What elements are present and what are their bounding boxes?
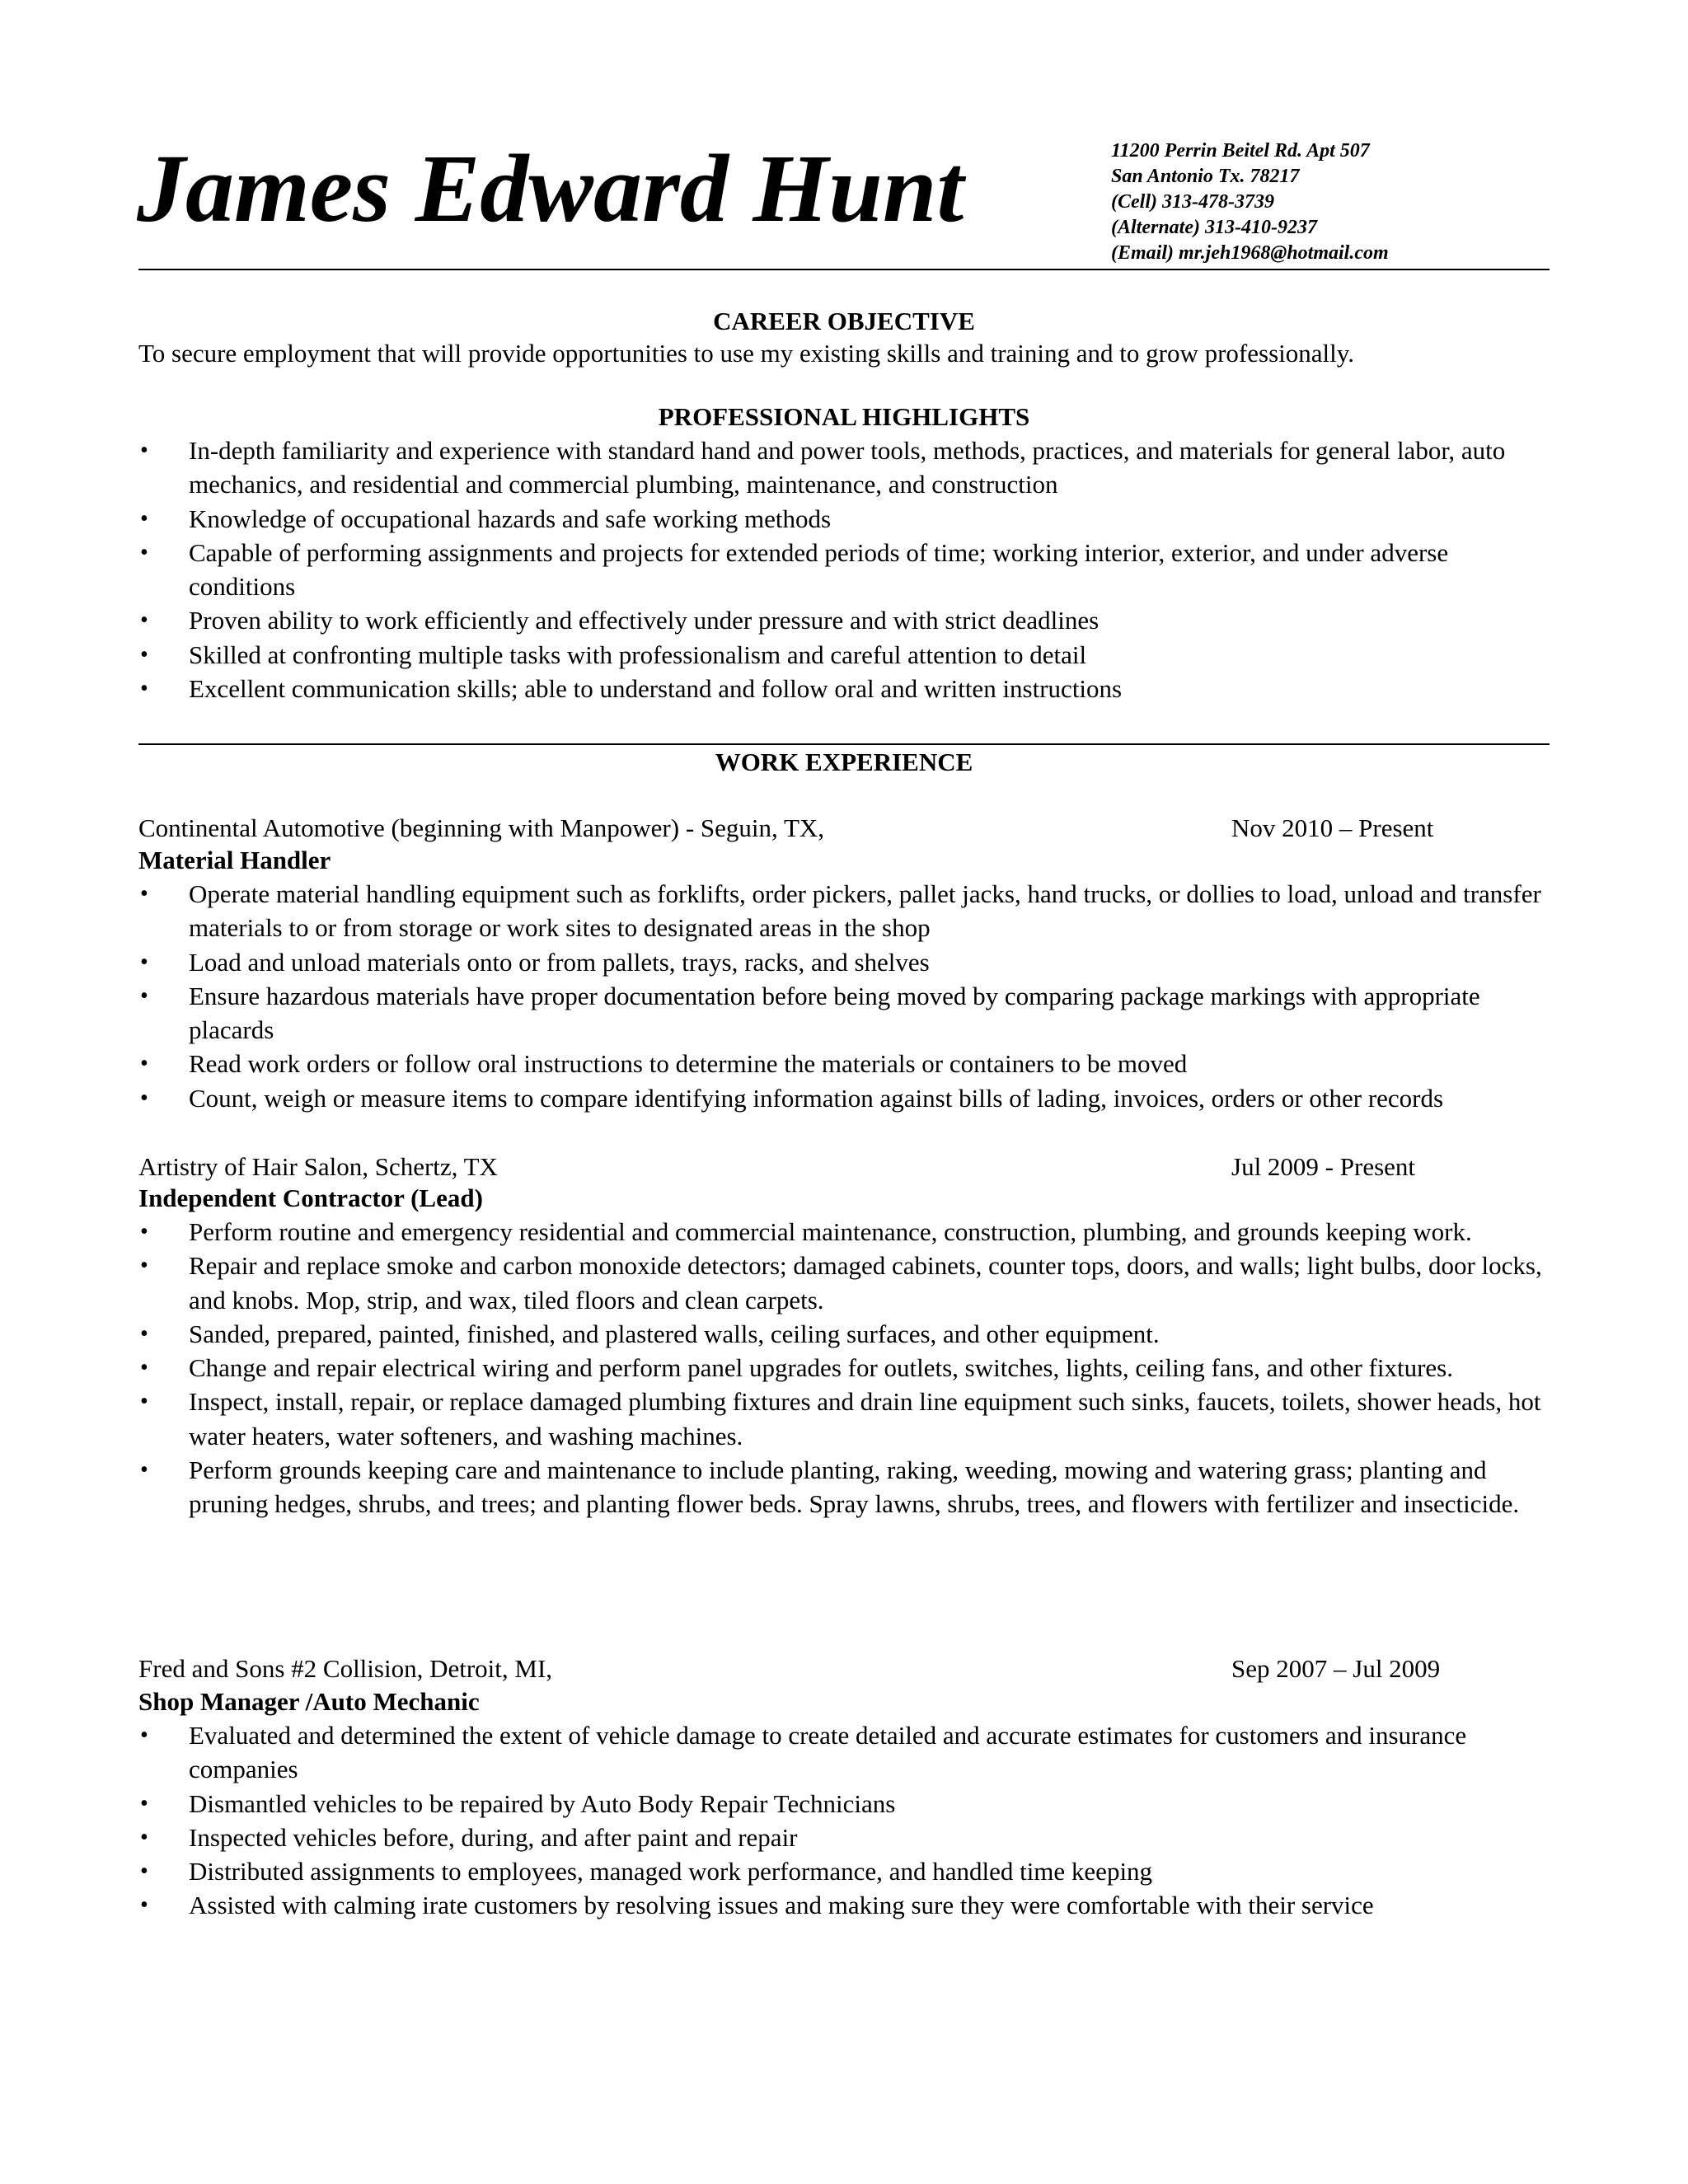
list-item: • Perform routine and emergency residential and commercial maintenance, construction, plumbing, and grounds keeping work. xyxy=(138,1215,1556,1249)
candidate-name: James Edward Hunt xyxy=(137,134,964,242)
bullet-icon: • xyxy=(140,1790,148,1816)
bullet-icon: • xyxy=(140,1253,148,1279)
bullet-icon: • xyxy=(140,949,148,975)
list-item: • Ensure hazardous materials have proper documentation before being moved by comparing package markings with appropriate placards xyxy=(138,979,1556,1047)
bullet-icon: • xyxy=(140,1892,148,1919)
job-header xyxy=(138,1151,1556,1183)
job-company: Artistry of Hair Salon, Schertz, TX xyxy=(138,1152,498,1181)
bullet-icon: • xyxy=(140,1858,148,1885)
list-item: • Distributed assignments to employees, managed work performance, and handled time keeping xyxy=(138,1854,1556,1888)
list-item: • Inspected vehicles before, during, and after paint and repair xyxy=(138,1821,1556,1854)
bullet-icon: • xyxy=(140,982,148,1009)
bullet-icon: • xyxy=(140,1085,148,1111)
bullet-icon: • xyxy=(140,1722,148,1748)
bullet-icon: • xyxy=(140,1389,148,1415)
contact-email: (Email) mr.jeh1968@hotmail.com xyxy=(1111,242,1389,264)
highlights-list xyxy=(138,434,1556,705)
list-item: • Operate material handling equipment such as forklifts, order pickers, pallet jacks, hand trucks, or dollies to load, unload and transfer materials to or from storage or work sites to designated areas in the shop xyxy=(138,877,1556,945)
work-experience-heading: WORK EXPERIENCE xyxy=(715,748,973,776)
bullet-icon: • xyxy=(140,1051,148,1077)
job-title: Material Handler xyxy=(138,846,331,874)
bullet-icon: • xyxy=(140,881,148,907)
job-header xyxy=(138,1652,1556,1685)
job-title: Shop Manager /Auto Mechanic xyxy=(138,1687,480,1716)
job-dates: Sep 2007 – Jul 2009 xyxy=(1231,1654,1441,1683)
bullet-icon: • xyxy=(140,539,148,565)
job-duties-list xyxy=(138,1718,1556,1923)
contact-cell-phone: (Cell) 313-478-3739 xyxy=(1111,191,1274,213)
list-item: • Change and repair electrical wiring and perform panel upgrades for outlets, switches, lights, ceiling fans, and other fixtures. xyxy=(138,1351,1556,1385)
list-item: • Excellent communication skills; able to understand and follow oral and written instructions xyxy=(138,672,1556,705)
list-item: • Sanded, prepared, painted, finished, and plastered walls, ceiling surfaces, and other equipment. xyxy=(138,1317,1556,1351)
job-dates: Nov 2010 – Present xyxy=(1231,813,1434,842)
contact-city-line: San Antonio Tx. 78217 xyxy=(1111,166,1300,187)
list-item: • Read work orders or follow oral instructions to determine the materials or containers to be moved xyxy=(138,1047,1556,1080)
bullet-icon: • xyxy=(140,1457,148,1483)
header-divider xyxy=(138,269,1550,270)
career-objective-text: To secure employment that will provide opportunities to use my existing skills and training and to grow professionally. xyxy=(138,339,1354,368)
list-item: • Assisted with calming irate customers by resolving issues and making sure they were comfortable with their service xyxy=(138,1888,1556,1922)
list-item: • Perform grounds keeping care and maintenance to include planting, raking, weeding, mowing and watering grass; planting and pruning hedges, shrubs, and trees; and planting flower beds. Spray lawns, shrubs, trees, and flowers with fertilizer and insecticide. xyxy=(138,1453,1556,1521)
list-item: • Load and unload materials onto or from pallets, trays, racks, and shelves xyxy=(138,945,1556,979)
job-dates: Jul 2009 - Present xyxy=(1231,1152,1416,1181)
bullet-icon: • xyxy=(140,1355,148,1381)
job-header xyxy=(138,812,1556,845)
job-title: Independent Contractor (Lead) xyxy=(138,1183,483,1212)
bullet-icon: • xyxy=(140,676,148,702)
job-duties-list xyxy=(138,877,1556,1115)
contact-alternate-phone: (Alternate) 313-410-9237 xyxy=(1111,217,1317,238)
experience-divider xyxy=(138,743,1550,745)
list-item: • Dismantled vehicles to be repaired by Auto Body Repair Technicians xyxy=(138,1787,1556,1821)
contact-address-line: 11200 Perrin Beitel Rd. Apt 507 xyxy=(1111,140,1370,162)
list-item: • Evaluated and determined the extent of vehicle damage to create detailed and accurate estimates for customers and insurance companies xyxy=(138,1718,1556,1787)
bullet-icon: • xyxy=(140,438,148,463)
list-item: • Proven ability to work efficiently and effectively under pressure and with strict deadlines xyxy=(138,603,1556,637)
list-item: • Repair and replace smoke and carbon monoxide detectors; damaged cabinets, counter tops, doors, and walls; light bulbs, door locks, and knobs. Mop, strip, and wax, tiled floors and clean carpets. xyxy=(138,1249,1556,1317)
bullet-icon: • xyxy=(140,1320,148,1347)
list-item: • Capable of performing assignments and projects for extended periods of time; working interior, exterior, and under adverse conditions xyxy=(138,536,1556,604)
bullet-icon: • xyxy=(140,1824,148,1850)
bullet-icon: • xyxy=(140,505,148,532)
professional-highlights-heading: PROFESSIONAL HIGHLIGHTS xyxy=(658,402,1030,431)
list-item: • Skilled at confronting multiple tasks with professionalism and careful attention to detail xyxy=(138,638,1556,672)
list-item: • Inspect, install, repair, or replace damaged plumbing fixtures and drain line equipment such sinks, faucets, toilets, shower heads, hot water heaters, water softeners, and washing machines. xyxy=(138,1385,1556,1453)
contact-block xyxy=(1111,138,1389,266)
job-duties-list xyxy=(138,1215,1556,1521)
bullet-icon: • xyxy=(140,607,148,634)
bullet-icon: • xyxy=(140,641,148,668)
list-item: • Count, weigh or measure items to compare identifying information against bills of lading, invoices, orders or other records xyxy=(138,1081,1556,1115)
list-item: • In-depth familiarity and experience with standard hand and power tools, methods, practices, and materials for general labor, auto mechanics, and residential and commercial plumbing, maintenance, and construction xyxy=(138,434,1556,502)
job-company: Continental Automotive (beginning with Manpower) - Seguin, TX, xyxy=(138,813,825,842)
list-item: • Knowledge of occupational hazards and safe working methods xyxy=(138,502,1556,536)
bullet-icon: • xyxy=(140,1219,148,1244)
career-objective-heading: CAREER OBJECTIVE xyxy=(713,307,975,335)
job-company: Fred and Sons #2 Collision, Detroit, MI, xyxy=(138,1654,553,1683)
